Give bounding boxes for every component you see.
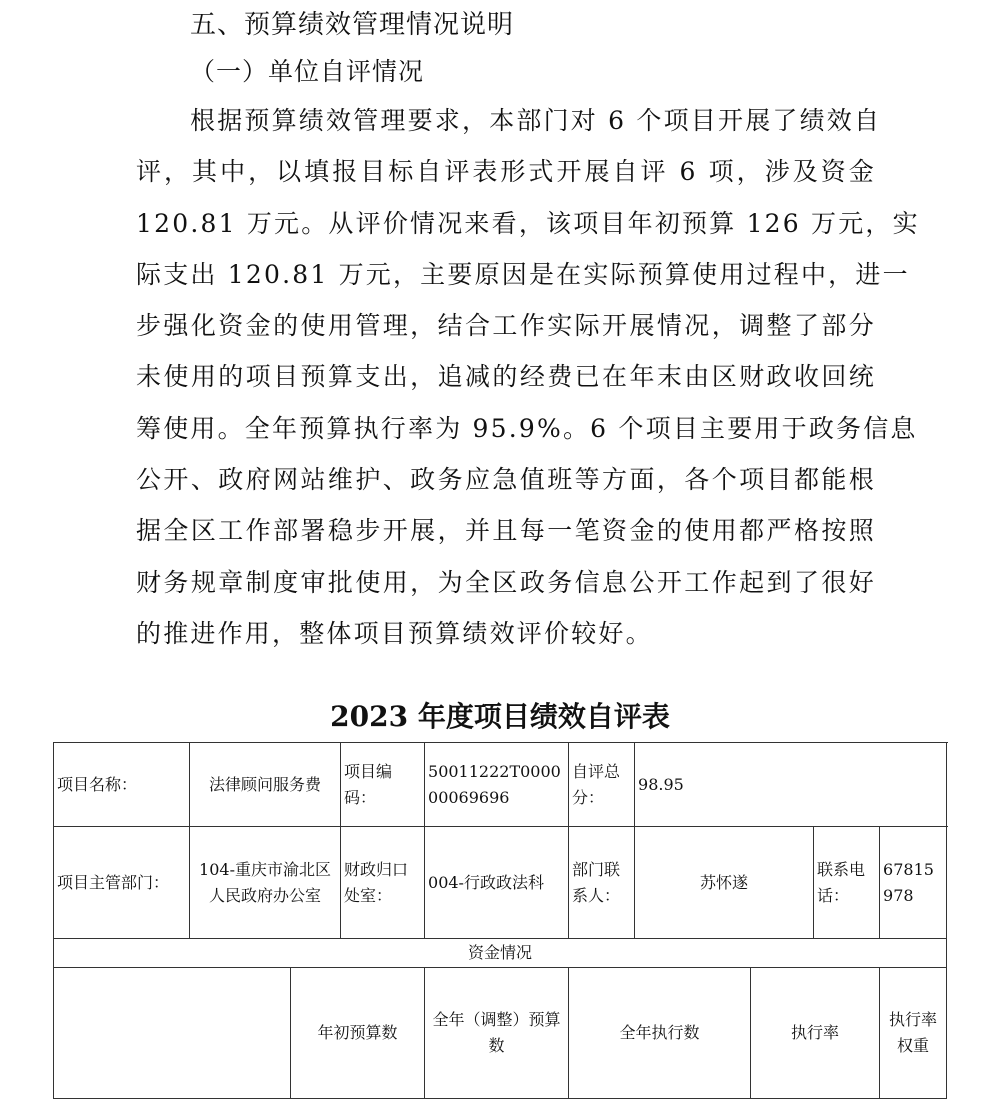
- table-title: 2023 年度项目绩效自评表: [330, 700, 670, 733]
- table-row: [54, 968, 947, 1099]
- paragraph-line: 筹使用。全年预算执行率为 95.9%。6 个项目主要用于政务信息: [136, 413, 918, 443]
- phone-label: 联系电话：: [814, 827, 880, 939]
- section-heading: 五、预算绩效管理情况说明: [190, 10, 515, 40]
- self-evaluation-paragraph: [136, 95, 920, 659]
- project-name: 法律顾问服务费: [190, 743, 341, 827]
- contact-name: 苏怀遂: [635, 827, 814, 939]
- dept-name: 104-重庆市渝北区人民政府办公室: [190, 827, 341, 939]
- paragraph-line: 公开、政府网站维护、政务应急值班等方面，各个项目都能根: [136, 465, 876, 495]
- self-score-label: 自评总分：: [569, 743, 635, 827]
- self-score: 98.95: [635, 743, 947, 827]
- paragraph-line: 根据预算绩效管理要求，本部门对 6 个项目开展了绩效自: [190, 106, 882, 135]
- project-code-label: 项目编码：: [341, 743, 425, 827]
- col-execution-weight: 执行率权重: [880, 968, 947, 1099]
- paragraph-line: 未使用的项目预算支出，追减的经费已在年末由区财政收回统: [136, 362, 876, 392]
- blank-cell: [54, 968, 291, 1099]
- table-row: [54, 939, 947, 968]
- contact-label: 部门联系人：: [569, 827, 635, 939]
- project-code: 50011222T000000069696: [425, 743, 569, 827]
- dept-label: 项目主管部门：: [54, 827, 190, 939]
- col-annual-budget: 全年（调整）预算数: [425, 968, 569, 1099]
- finance-office: 004-行政政法科: [425, 827, 569, 939]
- col-initial-budget: 年初预算数: [291, 968, 425, 1099]
- col-execution-rate: 执行率: [751, 968, 880, 1099]
- funds-section-header: 资金情况: [54, 939, 947, 968]
- finance-office-label: 财政归口处室：: [341, 827, 425, 939]
- project-name-label: 项目名称：: [54, 743, 190, 827]
- sub-heading: （一）单位自评情况: [190, 57, 425, 86]
- performance-evaluation-table: [53, 742, 947, 1099]
- col-annual-execution: 全年执行数: [569, 968, 751, 1099]
- table-row: [54, 827, 947, 939]
- table-row: [54, 743, 947, 827]
- paragraph-line: 评，其中，以填报目标自评表形式开展自评 6 项，涉及资金: [136, 157, 876, 187]
- paragraph-line: 际支出 120.81 万元，主要原因是在实际预算使用过程中，进一: [136, 259, 910, 289]
- paragraph-line: 的推进作用，整体项目预算绩效评价较好。: [136, 618, 653, 648]
- paragraph-line: 步强化资金的使用管理，结合工作实际开展情况，调整了部分: [136, 311, 876, 341]
- paragraph-line: 120.81 万元。从评价情况来看，该项目年初预算 126 万元，实: [136, 208, 920, 238]
- paragraph-line: 财务规章制度审批使用，为全区政务信息公开工作起到了很好: [136, 567, 876, 597]
- phone-number: 67815978: [880, 827, 947, 939]
- paragraph-line: 据全区工作部署稳步开展，并且每一笔资金的使用都严格按照: [136, 516, 876, 546]
